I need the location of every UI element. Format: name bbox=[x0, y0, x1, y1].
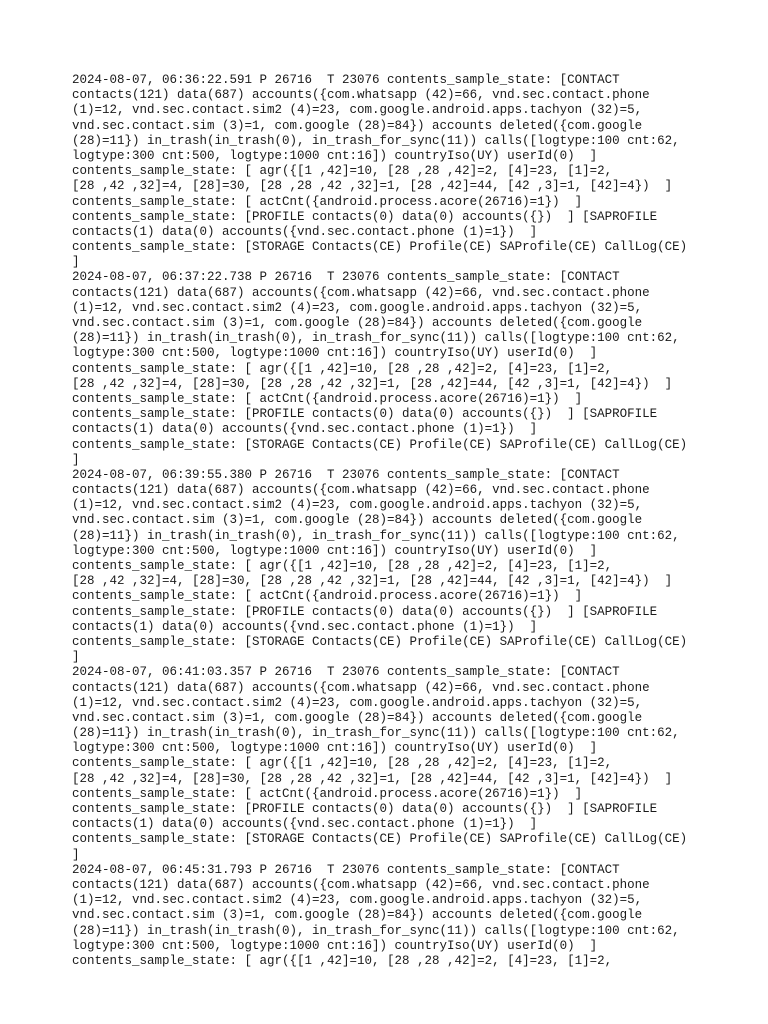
log-line: logtype:300 cnt:500, logtype:1000 cnt:16]) countryIso(UY) userId(0) ] bbox=[72, 543, 598, 558]
log-line: contents_sample_state: [STORAGE Contacts(CE) Profile(CE) SAProfile(CE) CallLog(CE) bbox=[72, 634, 688, 649]
log-line: contents_sample_state: [STORAGE Contacts(CE) Profile(CE) SAProfile(CE) CallLog(CE) bbox=[72, 832, 688, 847]
log-line: contents_sample_state: [STORAGE Contacts(CE) Profile(CE) SAProfile(CE) CallLog(CE) bbox=[72, 437, 688, 452]
log-line: contacts(121) data(687) accounts({com.whatsapp (42)=66, vnd.sec.contact.phone bbox=[72, 285, 650, 300]
log-line: contents_sample_state: [ agr({[1 ,42]=10, [28 ,28 ,42]=2, [4]=23, [1]=2, bbox=[72, 756, 613, 771]
log-line: (1)=12, vnd.sec.contact.sim2 (4)=23, com.google.android.apps.tachyon (32)=5, bbox=[72, 498, 643, 513]
log-line: contents_sample_state: [PROFILE contacts(0) data(0) accounts({}) ] [SAPROFILE bbox=[72, 407, 658, 422]
log-line: contents_sample_state: [ agr({[1 ,42]=10, [28 ,28 ,42]=2, [4]=23, [1]=2, bbox=[72, 164, 613, 179]
log-line: contents_sample_state: [ agr({[1 ,42]=10, [28 ,28 ,42]=2, [4]=23, [1]=2, bbox=[72, 361, 613, 376]
log-line: [28 ,42 ,32]=4, [28]=30, [28 ,28 ,42 ,32]=1, [28 ,42]=44, [42 ,3]=1, [42]=4}) ] bbox=[72, 771, 673, 786]
log-line: 2024-08-07, 06:41:03.357 P 26716 T 23076 contents_sample_state: [CONTACT bbox=[72, 665, 620, 680]
log-line: [28 ,42 ,32]=4, [28]=30, [28 ,28 ,42 ,32]=1, [28 ,42]=44, [42 ,3]=1, [42]=4}) ] bbox=[72, 574, 673, 589]
log-line: (1)=12, vnd.sec.contact.sim2 (4)=23, com.google.android.apps.tachyon (32)=5, bbox=[72, 103, 643, 118]
log-line: [28 ,42 ,32]=4, [28]=30, [28 ,28 ,42 ,32]=1, [28 ,42]=44, [42 ,3]=1, [42]=4}) ] bbox=[72, 179, 673, 194]
log-line: contents_sample_state: [ actCnt({android.process.acore(26716)=1}) ] bbox=[72, 589, 583, 604]
log-line: (28)=11}) in_trash(in_trash(0), in_trash_for_sync(11)) calls([logtype:100 cnt:62, bbox=[72, 331, 680, 346]
log-line: logtype:300 cnt:500, logtype:1000 cnt:16]) countryIso(UY) userId(0) ] bbox=[72, 938, 598, 953]
log-line: 2024-08-07, 06:36:22.591 P 26716 T 23076 contents_sample_state: [CONTACT bbox=[72, 73, 620, 87]
log-line: logtype:300 cnt:500, logtype:1000 cnt:16]) countryIso(UY) userId(0) ] bbox=[72, 741, 598, 756]
log-line: vnd.sec.contact.sim (3)=1, com.google (28)=84}) accounts deleted({com.google bbox=[72, 316, 643, 330]
log-line: logtype:300 cnt:500, logtype:1000 cnt:16]) countryIso(UY) userId(0) ] bbox=[72, 148, 598, 163]
log-line: contents_sample_state: [PROFILE contacts(0) data(0) accounts({}) ] [SAPROFILE bbox=[72, 209, 658, 224]
log-line: (1)=12, vnd.sec.contact.sim2 (4)=23, com.google.android.apps.tachyon (32)=5, bbox=[72, 300, 643, 315]
log-line: contents_sample_state: [ actCnt({android.process.acore(26716)=1}) ] bbox=[72, 391, 583, 406]
log-line: vnd.sec.contact.sim (3)=1, com.google (28)=84}) accounts deleted({com.google bbox=[72, 908, 643, 923]
log-line: contacts(1) data(0) accounts({vnd.sec.contact.phone (1)=1}) ] bbox=[72, 817, 538, 832]
log-line: logtype:300 cnt:500, logtype:1000 cnt:16]) countryIso(UY) userId(0) ] bbox=[72, 346, 598, 361]
log-line: (28)=11}) in_trash(in_trash(0), in_trash_for_sync(11)) calls([logtype:100 cnt:62, bbox=[72, 923, 680, 938]
log-line: (1)=12, vnd.sec.contact.sim2 (4)=23, com.google.android.apps.tachyon (32)=5, bbox=[72, 893, 643, 908]
log-line: ] bbox=[72, 452, 80, 467]
log-line: contents_sample_state: [ agr({[1 ,42]=10, [28 ,28 ,42]=2, [4]=23, [1]=2, bbox=[72, 953, 613, 968]
log-line: contacts(1) data(0) accounts({vnd.sec.contact.phone (1)=1}) ] bbox=[72, 422, 538, 437]
log-line: (28)=11}) in_trash(in_trash(0), in_trash_for_sync(11)) calls([logtype:100 cnt:62, bbox=[72, 528, 680, 543]
log-line: ] bbox=[72, 847, 80, 862]
log-line: contacts(121) data(687) accounts({com.whatsapp (42)=66, vnd.sec.contact.phone bbox=[72, 877, 650, 892]
log-line: contacts(1) data(0) accounts({vnd.sec.contact.phone (1)=1}) ] bbox=[72, 619, 538, 634]
log-line: contacts(121) data(687) accounts({com.whatsapp (42)=66, vnd.sec.contact.phone bbox=[72, 483, 650, 498]
log-line: vnd.sec.contact.sim (3)=1, com.google (28)=84}) accounts deleted({com.google bbox=[72, 710, 643, 725]
log-line: contacts(121) data(687) accounts({com.whatsapp (42)=66, vnd.sec.contact.phone bbox=[72, 680, 650, 695]
log-line: vnd.sec.contact.sim (3)=1, com.google (28)=84}) accounts deleted({com.google bbox=[72, 118, 643, 133]
log-line: contents_sample_state: [PROFILE contacts(0) data(0) accounts({}) ] [SAPROFILE bbox=[72, 802, 658, 816]
log-line: (1)=12, vnd.sec.contact.sim2 (4)=23, com.google.android.apps.tachyon (32)=5, bbox=[72, 695, 643, 710]
log-line: [28 ,42 ,32]=4, [28]=30, [28 ,28 ,42 ,32]=1, [28 ,42]=44, [42 ,3]=1, [42]=4}) ] bbox=[72, 376, 673, 391]
log-line: 2024-08-07, 06:37:22.738 P 26716 T 23076 contents_sample_state: [CONTACT bbox=[72, 270, 620, 285]
log-line: ] bbox=[72, 255, 80, 270]
log-line: contents_sample_state: [STORAGE Contacts(CE) Profile(CE) SAProfile(CE) CallLog(CE) bbox=[72, 240, 688, 255]
log-line: contents_sample_state: [ agr({[1 ,42]=10, [28 ,28 ,42]=2, [4]=23, [1]=2, bbox=[72, 559, 613, 573]
log-line: 2024-08-07, 06:39:55.380 P 26716 T 23076 contents_sample_state: [CONTACT bbox=[72, 467, 620, 482]
log-line: (28)=11}) in_trash(in_trash(0), in_trash_for_sync(11)) calls([logtype:100 cnt:62, bbox=[72, 726, 680, 741]
log-line: contacts(1) data(0) accounts({vnd.sec.contact.phone (1)=1}) ] bbox=[72, 224, 538, 239]
log-line: vnd.sec.contact.sim (3)=1, com.google (28)=84}) accounts deleted({com.google bbox=[72, 513, 643, 528]
log-line: ] bbox=[72, 650, 80, 665]
log-line: (28)=11}) in_trash(in_trash(0), in_trash_for_sync(11)) calls([logtype:100 cnt:62, bbox=[72, 133, 680, 148]
log-line: 2024-08-07, 06:45:31.793 P 26716 T 23076 contents_sample_state: [CONTACT bbox=[72, 862, 620, 877]
log-document bbox=[72, 73, 762, 969]
log-line: contents_sample_state: [ actCnt({android.process.acore(26716)=1}) ] bbox=[72, 786, 583, 801]
log-line: contents_sample_state: [ actCnt({android.process.acore(26716)=1}) ] bbox=[72, 194, 583, 209]
log-line: contacts(121) data(687) accounts({com.whatsapp (42)=66, vnd.sec.contact.phone bbox=[72, 88, 650, 103]
log-line: contents_sample_state: [PROFILE contacts(0) data(0) accounts({}) ] [SAPROFILE bbox=[72, 604, 658, 619]
